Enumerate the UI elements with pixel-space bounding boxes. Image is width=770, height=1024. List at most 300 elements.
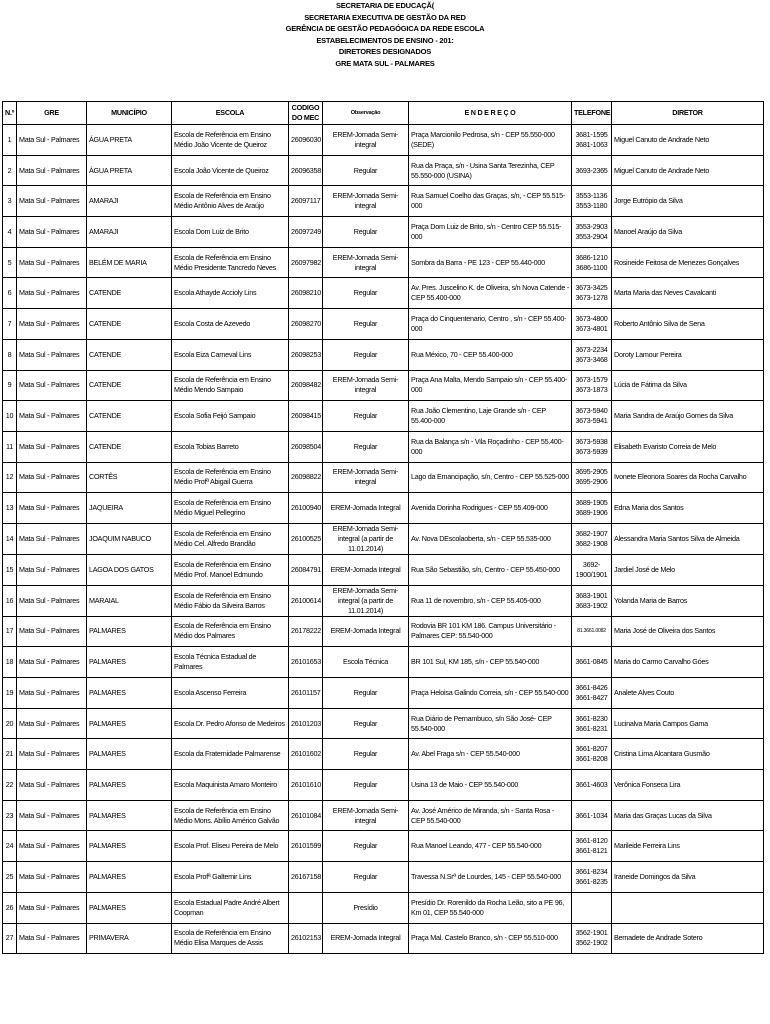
cell-codigo: 26097117 xyxy=(289,186,323,217)
telefone-line: 3562-1901 xyxy=(575,928,608,938)
cell-endereco: Rua Manoel Leando, 477 - CEP 55.540-000 xyxy=(409,831,572,862)
cell-diretor: Verônica Fonseca Lira xyxy=(612,770,764,801)
cell-gre: Mata Sul - Palmares xyxy=(17,770,87,801)
cell-diretor: Doroty Lamour Pereira xyxy=(612,339,764,370)
cell-diretor: Jardiel José de Melo xyxy=(612,554,764,585)
cell-municipio: PALMARES xyxy=(87,708,172,739)
telefone-line: 3682-1907 xyxy=(575,528,608,538)
cell-obs: Regular xyxy=(323,862,409,893)
cell-obs: Regular xyxy=(323,155,409,186)
cell-diretor: Miguel Canuto de Andrade Neto xyxy=(612,125,764,156)
cell-gre: Mata Sul - Palmares xyxy=(17,616,87,647)
telefone-line: 3673-1873 xyxy=(575,385,608,395)
cell-gre: Mata Sul - Palmares xyxy=(17,523,87,554)
cell-obs: Escola Técnica xyxy=(323,647,409,678)
cell-obs: EREM-Jornada Integral xyxy=(323,923,409,954)
header-line: GRE MATA SUL - PALMARES xyxy=(335,58,435,68)
cell-telefone xyxy=(572,431,612,462)
cell-num: 8 xyxy=(3,339,17,370)
table-row xyxy=(3,309,764,340)
cell-obs: EREM-Jornada Integral xyxy=(323,493,409,524)
cell-endereco: Rua Diário de Pernambuco, s/n São José- CEP 55.540-000 xyxy=(409,708,572,739)
cell-codigo: 26097982 xyxy=(289,247,323,278)
cell-escola: Escola de Referência em Ensino Médio João Vicente de Queiroz xyxy=(172,125,289,156)
cell-num: 27 xyxy=(3,923,17,954)
telefone-line: 3661-8230 xyxy=(575,713,608,723)
telefone-line: 3681-1595 xyxy=(575,129,608,139)
cell-diretor: Maria Sandra de Araújo Gomes da Silva xyxy=(612,401,764,432)
document-header xyxy=(0,0,770,70)
cell-gre: Mata Sul - Palmares xyxy=(17,370,87,401)
telefone-line: 3673-4800 xyxy=(575,313,608,323)
cell-municipio: CATENDE xyxy=(87,370,172,401)
cell-endereco: Av. Pres. Juscelino K. de Oliveira, s/n Nova Catende - CEP 55.400-000 xyxy=(409,278,572,309)
cell-gre: Mata Sul - Palmares xyxy=(17,892,87,923)
cell-escola: Escola de Referência em Ensino Médio Mendo Sampaio xyxy=(172,370,289,401)
telefone-line: 3673-5939 xyxy=(575,446,608,456)
cell-diretor: Marileide Ferreira Lins xyxy=(612,831,764,862)
cell-gre: Mata Sul - Palmares xyxy=(17,678,87,709)
cell-municipio: PALMARES xyxy=(87,739,172,770)
telefone-line: 3683-1902 xyxy=(575,600,608,610)
col-header-codigo: CODIGO DO MEC xyxy=(289,102,323,125)
cell-telefone xyxy=(572,554,612,585)
cell-municipio: CATENDE xyxy=(87,401,172,432)
col-header-escola: ESCOLA xyxy=(172,102,289,125)
table-row xyxy=(3,186,764,217)
cell-codigo: 26098253 xyxy=(289,339,323,370)
cell-gre: Mata Sul - Palmares xyxy=(17,431,87,462)
cell-endereco: Rua México, 70 - CEP 55.400-000 xyxy=(409,339,572,370)
cell-num: 18 xyxy=(3,647,17,678)
cell-codigo: 26167158 xyxy=(289,862,323,893)
cell-obs: EREM-Jornada Semi-integral xyxy=(323,125,409,156)
cell-codigo: 26098822 xyxy=(289,462,323,493)
cell-municipio: AMARAJI xyxy=(87,186,172,217)
telefone-line: 3693-2365 xyxy=(575,165,608,175)
cell-endereco: Praça Mal. Castelo Branco, s/n - CEP 55.510-000 xyxy=(409,923,572,954)
cell-codigo: 26100614 xyxy=(289,585,323,616)
table-row xyxy=(3,739,764,770)
cell-gre: Mata Sul - Palmares xyxy=(17,309,87,340)
cell-diretor: Ivonete Eleonora Soares da Rocha Carvalho xyxy=(612,462,764,493)
cell-escola: Escola Athayde Accioly Lins xyxy=(172,278,289,309)
cell-obs: Regular xyxy=(323,339,409,370)
table-row xyxy=(3,493,764,524)
cell-municipio: PALMARES xyxy=(87,616,172,647)
table-row xyxy=(3,155,764,186)
cell-diretor: Lúcia de Fátima da Silva xyxy=(612,370,764,401)
telefone-line: 3686-1210 xyxy=(575,252,608,262)
cell-obs: Regular xyxy=(323,739,409,770)
table-row xyxy=(3,401,764,432)
cell-endereco: Praça Marcionilo Pedrosa, s/n - CEP 55.550-000 (SEDE) xyxy=(409,125,572,156)
header-line: SECRETARIA DE EDUCAÇÃ( xyxy=(335,1,435,10)
table-row xyxy=(3,339,764,370)
table-row xyxy=(3,585,764,616)
telefone-line: 3673-5938 xyxy=(575,436,608,446)
cell-obs: Regular xyxy=(323,217,409,248)
cell-endereco: Praça Ana Malta, Mendo Sampaio s/n - CEP 55.400-000 xyxy=(409,370,572,401)
cell-telefone xyxy=(572,800,612,831)
cell-telefone xyxy=(572,186,612,217)
cell-num: 10 xyxy=(3,401,17,432)
header-line: ESTABELECIMENTOS DE ENSINO - 201: xyxy=(316,35,454,45)
cell-municipio: ÁGUA PRETA xyxy=(87,125,172,156)
cell-escola: Escola Estadual Padre André Albert Coopman xyxy=(172,892,289,923)
cell-num: 13 xyxy=(3,493,17,524)
cell-gre: Mata Sul - Palmares xyxy=(17,708,87,739)
cell-endereco: Praça Heloisa Galindo Correia, s/n - CEP 55.540-000 xyxy=(409,678,572,709)
cell-diretor xyxy=(612,892,764,923)
telefone-line: 3661-8426 xyxy=(575,682,608,692)
cell-municipio: MARAIAL xyxy=(87,585,172,616)
table-row xyxy=(3,462,764,493)
cell-telefone xyxy=(572,278,612,309)
table-row xyxy=(3,247,764,278)
cell-num: 23 xyxy=(3,800,17,831)
cell-diretor: Rosineide Feitosa de Menezes Gonçalves xyxy=(612,247,764,278)
cell-gre: Mata Sul - Palmares xyxy=(17,862,87,893)
cell-num: 2 xyxy=(3,155,17,186)
cell-codigo: 26100525 xyxy=(289,523,323,554)
cell-num: 22 xyxy=(3,770,17,801)
cell-municipio: BELÉM DE MARIA xyxy=(87,247,172,278)
cell-obs: EREM-Jornada Semi-integral xyxy=(323,800,409,831)
cell-num: 20 xyxy=(3,708,17,739)
cell-num: 3 xyxy=(3,186,17,217)
cell-escola: Escola Prof. Eliseu Pereira de Melo xyxy=(172,831,289,862)
table-row xyxy=(3,923,764,954)
cell-codigo: 26101653 xyxy=(289,647,323,678)
cell-num: 26 xyxy=(3,892,17,923)
cell-num: 16 xyxy=(3,585,17,616)
cell-municipio: PALMARES xyxy=(87,770,172,801)
cell-obs: Regular xyxy=(323,708,409,739)
cell-diretor: Maria do Carmo Carvalho Góes xyxy=(612,647,764,678)
telefone-line: 3661-8121 xyxy=(575,846,608,856)
cell-endereco: Presídio Dr. Rorenildo da Rocha Leão, sito a PE 96, Km 01, CEP 55.540-000 xyxy=(409,892,572,923)
telefone-line: 3695-2906 xyxy=(575,477,608,487)
telefone-line: 3553-2904 xyxy=(575,231,608,241)
telefone-line: 3661-8120 xyxy=(575,836,608,846)
cell-telefone xyxy=(572,370,612,401)
table-row xyxy=(3,862,764,893)
cell-escola: Escola Ascenso Ferreira xyxy=(172,678,289,709)
cell-escola: Escola de Referência em Ensino Médio Mons. Abílio Américo Galvão xyxy=(172,800,289,831)
telefone-line: 3661-8231 xyxy=(575,723,608,733)
cell-escola: Escola de Referência em Ensino Médio Fábio da Silveira Barros xyxy=(172,585,289,616)
telefone-line: 3553-2903 xyxy=(575,221,608,231)
cell-diretor: Lucinalva Maria Campos Gama xyxy=(612,708,764,739)
cell-gre: Mata Sul - Palmares xyxy=(17,462,87,493)
cell-telefone xyxy=(572,523,612,554)
cell-gre: Mata Sul - Palmares xyxy=(17,585,87,616)
cell-escola: Escola Profª Galtemir Lins xyxy=(172,862,289,893)
cell-municipio: PRIMAVERA xyxy=(87,923,172,954)
cell-diretor: Cristina Lima Alcantara Gusmão xyxy=(612,739,764,770)
cell-codigo: 26097249 xyxy=(289,217,323,248)
cell-telefone xyxy=(572,155,612,186)
cell-codigo: 26098270 xyxy=(289,309,323,340)
header-line: GERÊNCIA DE GESTÃO PEDAGÓGICA DA REDE ESCOLA xyxy=(285,24,485,34)
telefone-line: 3673-3425 xyxy=(575,283,608,293)
col-header-municipio: MUNICÍPIO xyxy=(87,102,172,125)
cell-obs: Presídio xyxy=(323,892,409,923)
cell-obs: EREM-Jornada Semi-integral xyxy=(323,462,409,493)
cell-telefone xyxy=(572,217,612,248)
cell-escola: Escola Tobias Barreto xyxy=(172,431,289,462)
cell-gre: Mata Sul - Palmares xyxy=(17,401,87,432)
cell-telefone xyxy=(572,462,612,493)
cell-gre: Mata Sul - Palmares xyxy=(17,647,87,678)
cell-diretor: Manoel Araújo da Silva xyxy=(612,217,764,248)
cell-municipio: JOAQUIM NABUCO xyxy=(87,523,172,554)
cell-endereco: Praça Dom Luiz de Brito, s/n - Centro CEP 55.515-000 xyxy=(409,217,572,248)
col-header-gre: GRE xyxy=(17,102,87,125)
telefone-line: 3661-8427 xyxy=(575,692,608,702)
cell-escola: Escola de Referência em Ensino Médio Presidente Tancredo Neves xyxy=(172,247,289,278)
cell-num: 7 xyxy=(3,309,17,340)
cell-endereco: Lago da Emancipação, s/n, Centro - CEP 55.525-000 xyxy=(409,462,572,493)
telefone-line: 3553-1136 xyxy=(575,191,608,201)
cell-num: 14 xyxy=(3,523,17,554)
cell-telefone xyxy=(572,493,612,524)
table-row xyxy=(3,125,764,156)
col-header-num: N.º xyxy=(3,102,17,125)
cell-diretor: Marta Maria das Neves Cavalcanti xyxy=(612,278,764,309)
cell-telefone xyxy=(572,923,612,954)
cell-escola: Escola de Referência em Ensino Médio Profª Abigail Guerra xyxy=(172,462,289,493)
cell-municipio: CORTÊS xyxy=(87,462,172,493)
table-row xyxy=(3,708,764,739)
cell-gre: Mata Sul - Palmares xyxy=(17,923,87,954)
table-row xyxy=(3,370,764,401)
cell-num: 12 xyxy=(3,462,17,493)
table-row xyxy=(3,831,764,862)
cell-endereco: Rua da Balança s/n - Vila Roçadinho - CEP 55.400-000 xyxy=(409,431,572,462)
cell-codigo: 26098415 xyxy=(289,401,323,432)
cell-gre: Mata Sul - Palmares xyxy=(17,831,87,862)
cell-telefone xyxy=(572,708,612,739)
cell-gre: Mata Sul - Palmares xyxy=(17,739,87,770)
cell-diretor: Maria José de Oliveira dos Santos xyxy=(612,616,764,647)
cell-gre: Mata Sul - Palmares xyxy=(17,554,87,585)
cell-municipio: PALMARES xyxy=(87,892,172,923)
cell-municipio: AMARAJI xyxy=(87,217,172,248)
table-row xyxy=(3,217,764,248)
cell-endereco: Rodovia BR 101 KM 186. Campus Universitário - Palmares CEP: 55.540-000 xyxy=(409,616,572,647)
cell-gre: Mata Sul - Palmares xyxy=(17,186,87,217)
cell-telefone xyxy=(572,616,612,647)
telefone-line: 3689-1905 xyxy=(575,498,608,508)
cell-endereco: Sombra da Barra - PE 123 - CEP 55.440-000 xyxy=(409,247,572,278)
telefone-line: 1900/1901 xyxy=(575,569,608,579)
cell-obs: EREM-Jornada Integral xyxy=(323,616,409,647)
cell-municipio: ÁGUA PRETA xyxy=(87,155,172,186)
cell-diretor: Bernadete de Andrade Sotero xyxy=(612,923,764,954)
cell-telefone xyxy=(572,247,612,278)
cell-municipio: PALMARES xyxy=(87,862,172,893)
cell-telefone xyxy=(572,125,612,156)
cell-diretor: Edna Maria dos Santos xyxy=(612,493,764,524)
telefone-line: 3673-1278 xyxy=(575,293,608,303)
telefone-line: 3661-8235 xyxy=(575,876,608,886)
cell-municipio: CATENDE xyxy=(87,278,172,309)
cell-diretor: Elisabeth Evaristo Correia de Melo xyxy=(612,431,764,462)
table-row xyxy=(3,678,764,709)
cell-escola: Escola da Fraternidade Palmarense xyxy=(172,739,289,770)
table-row xyxy=(3,554,764,585)
col-header-obs: Observação xyxy=(323,102,409,125)
header-line: DIRETORES DESIGNADOS xyxy=(338,47,432,57)
cell-municipio: PALMARES xyxy=(87,800,172,831)
table-row xyxy=(3,616,764,647)
cell-num: 25 xyxy=(3,862,17,893)
cell-telefone xyxy=(572,831,612,862)
cell-endereco: Rua 11 de novembro, s/n - CEP 55.405-000 xyxy=(409,585,572,616)
cell-codigo: 26084791 xyxy=(289,554,323,585)
cell-municipio: JAQUEIRA xyxy=(87,493,172,524)
cell-telefone xyxy=(572,862,612,893)
cell-endereco: Travessa N.Srª de Lourdes, 145 - CEP 55.540-000 xyxy=(409,862,572,893)
cell-escola: Escola de Referência em Ensino Médio Miguel Pellegrino xyxy=(172,493,289,524)
cell-gre: Mata Sul - Palmares xyxy=(17,155,87,186)
cell-escola: Escola de Referência em Ensino Médio Prof. Manoel Edmundo xyxy=(172,554,289,585)
cell-municipio: LAGOA DOS GATOS xyxy=(87,554,172,585)
cell-codigo: 26101610 xyxy=(289,770,323,801)
cell-escola: Escola Costa de Azevedo xyxy=(172,309,289,340)
cell-codigo: 26102153 xyxy=(289,923,323,954)
cell-endereco: Avenida Dorinha Rodrigues - CEP 55.409-000 xyxy=(409,493,572,524)
table-row xyxy=(3,523,764,554)
cell-telefone xyxy=(572,770,612,801)
cell-escola: Escola de Referência em Ensino Médio Elisa Marques de Assis xyxy=(172,923,289,954)
cell-municipio: PALMARES xyxy=(87,678,172,709)
cell-gre: Mata Sul - Palmares xyxy=(17,800,87,831)
cell-escola: Escola Sofia Feijó Sampaio xyxy=(172,401,289,432)
cell-diretor: Maria das Graças Lucas da Silva xyxy=(612,800,764,831)
cell-gre: Mata Sul - Palmares xyxy=(17,339,87,370)
cell-telefone xyxy=(572,309,612,340)
cell-telefone xyxy=(572,401,612,432)
cell-municipio: PALMARES xyxy=(87,647,172,678)
cell-obs: EREM-Jornada Semi-integral xyxy=(323,370,409,401)
cell-num: 17 xyxy=(3,616,17,647)
cell-telefone xyxy=(572,678,612,709)
cell-telefone xyxy=(572,585,612,616)
cell-obs: EREM-Jornada Semi-integral xyxy=(323,186,409,217)
cell-diretor: Analete Alves Couto xyxy=(612,678,764,709)
cell-municipio: CATENDE xyxy=(87,309,172,340)
cell-diretor: Miguel Canuto de Andrade Neto xyxy=(612,155,764,186)
cell-escola: Escola João Vicente de Queiroz xyxy=(172,155,289,186)
cell-obs: Regular xyxy=(323,770,409,801)
cell-codigo xyxy=(289,892,323,923)
telefone-line: 3553-1180 xyxy=(575,201,608,211)
col-header-diretor: DIRETOR xyxy=(612,102,764,125)
cell-endereco: Av. Abel Fraga s/n - CEP 55.540-000 xyxy=(409,739,572,770)
cell-endereco: Praça do Cinquentenario, Centro , s/n - CEP 55.400-000 xyxy=(409,309,572,340)
cell-diretor: Roberto Antônio Silva de Sena xyxy=(612,309,764,340)
cell-obs: Regular xyxy=(323,309,409,340)
cell-num: 9 xyxy=(3,370,17,401)
cell-endereco: Rua da Praça, s/n - Usina Santa Terezinha, CEP 55.550-000 (USINA) xyxy=(409,155,572,186)
telefone-line: 81.3661.0082 xyxy=(577,628,606,635)
cell-obs: Regular xyxy=(323,678,409,709)
cell-codigo: 26101157 xyxy=(289,678,323,709)
cell-escola: Escola de Referência em Ensino Médio Cel. Alfredo Brandão xyxy=(172,523,289,554)
cell-codigo: 26100940 xyxy=(289,493,323,524)
telefone-line: 3686-1100 xyxy=(575,262,608,272)
cell-num: 11 xyxy=(3,431,17,462)
col-header-endereco: E N D E R E Ç O xyxy=(409,102,572,125)
telefone-line: 3661-1034 xyxy=(575,810,608,820)
cell-escola: Escola Eiza Carneval Lins xyxy=(172,339,289,370)
cell-telefone xyxy=(572,739,612,770)
telefone-line: 3681-1063 xyxy=(575,139,608,149)
cell-endereco: Rua São Sebastião, s/n, Centro - CEP 55.450-000 xyxy=(409,554,572,585)
directors-table xyxy=(2,101,764,954)
telefone-line: 3683-1901 xyxy=(575,590,608,600)
cell-gre: Mata Sul - Palmares xyxy=(17,247,87,278)
table-row xyxy=(3,647,764,678)
cell-codigo: 26178222 xyxy=(289,616,323,647)
cell-num: 4 xyxy=(3,217,17,248)
cell-num: 5 xyxy=(3,247,17,278)
cell-escola: Escola de Referência em Ensino Médio Antônio Alves de Araújo xyxy=(172,186,289,217)
col-header-telefone: TELEFONE xyxy=(572,102,612,125)
cell-num: 1 xyxy=(3,125,17,156)
cell-num: 6 xyxy=(3,278,17,309)
cell-gre: Mata Sul - Palmares xyxy=(17,125,87,156)
cell-codigo: 26098482 xyxy=(289,370,323,401)
cell-codigo: 26098504 xyxy=(289,431,323,462)
telefone-line: 3562-1902 xyxy=(575,938,608,948)
cell-endereco: Av. Nova DEscolaoberta, s/n - CEP 55.535-000 xyxy=(409,523,572,554)
table-row xyxy=(3,278,764,309)
cell-codigo: 26096030 xyxy=(289,125,323,156)
cell-obs: Regular xyxy=(323,431,409,462)
cell-diretor: Alessandra Maria Santos Silva de Almeida xyxy=(612,523,764,554)
cell-municipio: CATENDE xyxy=(87,431,172,462)
cell-gre: Mata Sul - Palmares xyxy=(17,217,87,248)
table-row xyxy=(3,892,764,923)
cell-num: 15 xyxy=(3,554,17,585)
cell-gre: Mata Sul - Palmares xyxy=(17,493,87,524)
telefone-line: 3682-1908 xyxy=(575,538,608,548)
telefone-line: 3673-1579 xyxy=(575,375,608,385)
cell-codigo: 26096358 xyxy=(289,155,323,186)
telefone-line: 3673-3468 xyxy=(575,354,608,364)
cell-escola: Escola Técnica Estadual de Palmares xyxy=(172,647,289,678)
cell-endereco: Rua Samuel Coelho das Graças, s/n, - CEP 55.515-000 xyxy=(409,186,572,217)
cell-num: 21 xyxy=(3,739,17,770)
cell-num: 24 xyxy=(3,831,17,862)
cell-escola: Escola de Referência em Ensino Médio dos Palmares xyxy=(172,616,289,647)
cell-escola: Escola Maquinista Amaro Monteiro xyxy=(172,770,289,801)
cell-codigo: 26101599 xyxy=(289,831,323,862)
telefone-line: 3692- xyxy=(582,559,601,569)
cell-num: 19 xyxy=(3,678,17,709)
telefone-line: 3673-5941 xyxy=(575,416,608,426)
cell-obs: Regular xyxy=(323,278,409,309)
cell-telefone xyxy=(572,339,612,370)
telefone-line: 3661-0845 xyxy=(575,657,608,667)
cell-gre: Mata Sul - Palmares xyxy=(17,278,87,309)
cell-obs: EREM-Jornada Integral xyxy=(323,554,409,585)
cell-obs: EREM-Jornada Semi-integral (a partir de 11.01.2014) xyxy=(323,585,409,616)
